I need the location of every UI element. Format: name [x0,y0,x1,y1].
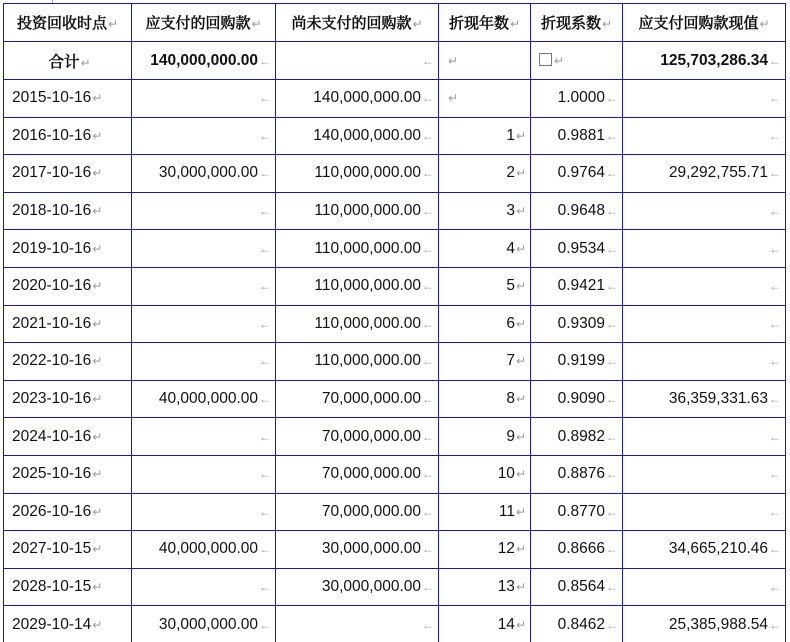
unpaid-cell: 110,000,000.00← [276,192,439,230]
payable-cell: ← [132,568,276,606]
factor-cell: 0.9309← [531,305,623,343]
unpaid-cell: 110,000,000.00← [276,343,439,381]
unpaid-cell: 140,000,000.00← [276,80,439,118]
date-cell: 2020-10-16↵ [4,267,132,305]
unpaid-cell: 110,000,000.00← [276,230,439,268]
unpaid-cell: 70,000,000.00← [276,380,439,418]
present-value-cell: ← [623,455,786,493]
total-years-cell: ↵ [439,42,531,80]
years-cell: 8↵ [439,380,531,418]
unpaid-cell: 110,000,000.00← [276,305,439,343]
header-discount-years: 折现年数↵ [439,4,531,42]
payable-cell: ← [132,117,276,155]
payable-cell: ← [132,343,276,381]
date-cell: 2022-10-16↵ [4,343,132,381]
date-cell: 2025-10-16↵ [4,455,132,493]
factor-cell: 0.9199← [531,343,623,381]
date-cell: 2017-10-16↵ [4,155,132,193]
unpaid-cell: 70,000,000.00← [276,455,439,493]
total-factor-cell: ↵ [531,42,623,80]
date-cell: 2018-10-16↵ [4,192,132,230]
header-present-value: 应支付回购款现值↵ [623,4,786,42]
table-row [4,531,786,569]
unpaid-cell: 30,000,000.00← [276,568,439,606]
unpaid-cell: 70,000,000.00← [276,418,439,456]
header-recovery-date: 投资回收时点↵ [4,4,132,42]
payable-cell: ← [132,267,276,305]
total-unpaid-cell: ← [276,42,439,80]
date-cell: 2015-10-16↵ [4,80,132,118]
factor-cell: 0.8770← [531,493,623,531]
years-cell: 9↵ [439,418,531,456]
unpaid-cell: ← [276,606,439,642]
present-value-cell: ← [623,305,786,343]
factor-cell: 0.9764← [531,155,623,193]
present-value-cell: 29,292,755.71← [623,155,786,193]
table-row [4,267,786,305]
factor-cell: 0.9421← [531,267,623,305]
present-value-cell: 34,665,210.46← [623,531,786,569]
present-value-cell: ← [623,568,786,606]
present-value-cell: 36,359,331.63← [623,380,786,418]
date-cell: 2019-10-16↵ [4,230,132,268]
years-cell: 11↵ [439,493,531,531]
table-row [4,568,786,606]
header-unpaid: 尚未支付的回购款↵ [276,4,439,42]
payable-cell: ← [132,192,276,230]
payable-cell: 30,000,000.00← [132,606,276,642]
table-row [4,380,786,418]
header-discount-factor: 折现系数↵ [531,4,623,42]
date-cell: 2026-10-16↵ [4,493,132,531]
factor-cell: 0.9881← [531,117,623,155]
payable-cell: ← [132,80,276,118]
present-value-cell: 25,385,988.54← [623,606,786,642]
payable-cell: ← [132,418,276,456]
date-cell: 2029-10-14↵ [4,606,132,642]
factor-cell: 0.8982← [531,418,623,456]
table-row [4,230,786,268]
years-cell: 14↵ [439,606,531,642]
payable-cell: ← [132,493,276,531]
factor-cell: 0.9090← [531,380,623,418]
years-cell: 6↵ [439,305,531,343]
payable-cell: ← [132,455,276,493]
table-row [4,418,786,456]
table-row [4,606,786,642]
total-row [4,42,786,80]
years-cell: 4↵ [439,230,531,268]
date-cell: 2028-10-15↵ [4,568,132,606]
date-cell: 2021-10-16↵ [4,305,132,343]
years-cell: 7↵ [439,343,531,381]
years-cell: 12↵ [439,531,531,569]
unpaid-cell: 110,000,000.00← [276,267,439,305]
factor-cell: 0.9534← [531,230,623,268]
table-row [4,455,786,493]
years-cell: 10↵ [439,455,531,493]
table-row [4,155,786,193]
factor-cell: 0.8666← [531,531,623,569]
table-row [4,493,786,531]
total-present-value-cell: 125,703,286.34← [623,42,786,80]
table-row [4,80,786,118]
total-payable-cell: 140,000,000.00← [132,42,276,80]
table-row [4,343,786,381]
present-value-cell: ← [623,117,786,155]
years-cell: 13↵ [439,568,531,606]
table-row [4,192,786,230]
payable-cell: 30,000,000.00← [132,155,276,193]
date-cell: 2023-10-16↵ [4,380,132,418]
payable-cell: 40,000,000.00← [132,380,276,418]
years-cell: 1↵ [439,117,531,155]
date-cell: 2016-10-16↵ [4,117,132,155]
factor-cell: 0.8462← [531,606,623,642]
payable-cell: 40,000,000.00← [132,531,276,569]
factor-cell: 0.9648← [531,192,623,230]
years-cell: ↵ [439,80,531,118]
header-payable: 应支付的回购款↵ [132,4,276,42]
present-value-cell: ← [623,192,786,230]
unpaid-cell: 110,000,000.00← [276,155,439,193]
years-cell: 2↵ [439,155,531,193]
factor-cell: 1.0000← [531,80,623,118]
present-value-cell: ← [623,343,786,381]
years-cell: 5↵ [439,267,531,305]
checkbox-placeholder-icon [539,53,552,66]
present-value-cell: ← [623,267,786,305]
date-cell: 2027-10-15↵ [4,531,132,569]
present-value-cell: ← [623,418,786,456]
years-cell: 3↵ [439,192,531,230]
table-row [4,305,786,343]
present-value-cell: ← [623,493,786,531]
factor-cell: 0.8876← [531,455,623,493]
unpaid-cell: 70,000,000.00← [276,493,439,531]
factor-cell: 0.8564← [531,568,623,606]
header-row [4,4,786,42]
payable-cell: ← [132,305,276,343]
unpaid-cell: 30,000,000.00← [276,531,439,569]
repurchase-present-value-table [3,3,786,642]
date-cell: 2024-10-16↵ [4,418,132,456]
table-row [4,117,786,155]
total-label-cell: 合计↵ [4,42,132,80]
present-value-cell: ← [623,230,786,268]
unpaid-cell: 140,000,000.00← [276,117,439,155]
present-value-cell: ← [623,80,786,118]
payable-cell: ← [132,230,276,268]
